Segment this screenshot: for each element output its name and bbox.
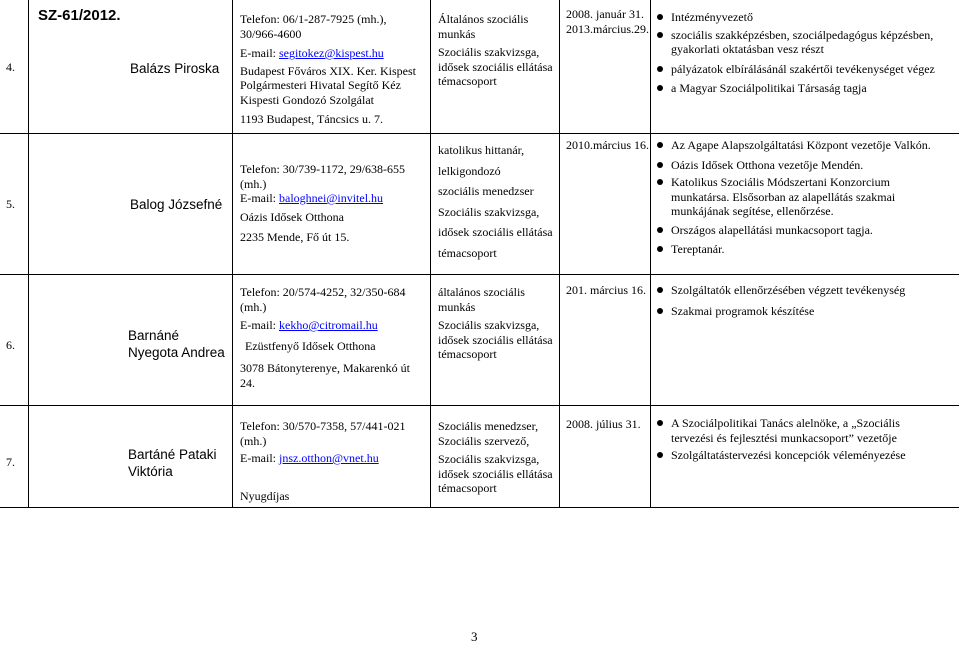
org-text: Ezüstfenyő Idősek Otthona	[245, 338, 376, 353]
person-name: Balog Józsefné	[130, 197, 223, 212]
contact-cell	[240, 419, 426, 503]
qualification-text: katolikus hittanár,	[438, 143, 525, 157]
person-name: Balázs Piroska	[130, 61, 220, 76]
bullet-icon	[657, 14, 663, 20]
list-item: Oázis Idősek Otthona vezetője Mendén.	[654, 158, 950, 173]
bullet-icon	[657, 32, 663, 38]
date-cell	[566, 283, 646, 298]
date-text: 2008. január 31.	[566, 7, 644, 21]
qualification-text: Szociális menedzser, Szociális szervező,	[438, 419, 539, 448]
bullet-icon	[657, 66, 663, 72]
phone-text: Telefon: 30/570-7358, 57/441-021 (mh.)	[240, 419, 406, 448]
row-number: 7.	[6, 455, 15, 469]
email-link[interactable]: jnsz.otthon@vnet.hu	[279, 451, 379, 465]
date-text: 2008. július 31.	[566, 417, 641, 431]
contact-cell	[240, 162, 426, 245]
page-number: 3	[471, 629, 478, 644]
qualification-text: általános szociális munkás	[438, 285, 525, 314]
qualification-cell	[438, 285, 558, 362]
list-item: A Szociálpolitikai Tanács alelnöke, a „Szociális tervezési és fejlesztési munkacsoport” vezetője	[654, 416, 944, 445]
list-item: Szakmai programok készítése	[654, 304, 950, 319]
bullet-icon	[657, 179, 663, 185]
row-number: 4.	[6, 60, 15, 74]
roles-list	[654, 10, 950, 96]
address-text: 3078 Bátonyterenye, Makarenkó út 24.	[240, 361, 410, 390]
qualification-cell	[438, 419, 558, 496]
phone-text: Telefon: 06/1-287-7925 (mh.), 30/966-4600	[240, 12, 387, 41]
person-name: Bartáné Pataki Viktória	[128, 447, 217, 479]
email-line: E-mail: jnsz.otthon@vnet.hu	[240, 451, 379, 465]
list-item: szociális szakképzésben, szociálpedagógus képzésben, gyakorlati oktatásban vesz részt	[654, 28, 950, 57]
qualification-text: lelkigondozó	[438, 163, 501, 178]
qualification-text: Szociális szakvizsga, idősek szociális ellátása témacsoport	[438, 452, 553, 495]
date-cell	[566, 7, 649, 36]
email-line: E-mail: baloghnei@invitel.hu	[240, 191, 384, 205]
list-item: Szolgáltatók ellenőrzésében végzett tevékenység	[654, 283, 950, 298]
list-item: Intézményvezető	[654, 10, 950, 25]
email-link[interactable]: baloghnei@invitel.hu	[279, 191, 384, 205]
roles-list	[654, 416, 944, 463]
address-text: 1193 Budapest, Táncsics u. 7.	[240, 112, 383, 126]
list-item: a Magyar Szociálpolitikai Társaság tagja	[654, 81, 950, 96]
list-item: pályázatok elbírálásánál szakértői tevékenységet végez	[654, 62, 950, 77]
list-item: Országos alapellátási munkacsoport tagja.	[654, 223, 950, 238]
qualification-text: Szociális szakvizsga,	[438, 204, 540, 219]
list-item: Tereptanár.	[654, 242, 950, 257]
bullet-icon	[657, 162, 663, 168]
qualification-text: témacsoport	[438, 245, 497, 260]
contact-cell	[240, 12, 426, 127]
email-line: E-mail: segitokez@kispest.hu	[240, 46, 384, 60]
qualification-text: idősek szociális ellátása	[438, 225, 553, 239]
email-link[interactable]: kekho@citromail.hu	[279, 318, 378, 332]
row-number: 6.	[6, 338, 15, 352]
address-text: Nyugdíjas	[240, 488, 290, 503]
qualification-text: Általános szociális munkás	[438, 12, 529, 41]
bullet-icon	[657, 246, 663, 252]
qualification-text: szociális menedzser	[438, 184, 534, 198]
date-text: 2010.március 16.	[566, 138, 649, 152]
org-text: Oázis Idősek Otthona	[240, 209, 344, 224]
bullet-icon	[657, 420, 663, 426]
roles-list	[654, 283, 950, 318]
email-line: E-mail: kekho@citromail.hu	[240, 318, 378, 332]
bullet-icon	[657, 287, 663, 293]
date-cell	[566, 138, 649, 153]
date-text: 2013.március.29.	[566, 21, 649, 36]
bullet-icon	[657, 452, 663, 458]
org-text: Budapest Főváros XIX. Ker. Kispest Polgármesteri Hivatal Segítő Kéz Kispesti Gondozó Szolgálat	[240, 63, 416, 107]
bullet-icon	[657, 227, 663, 233]
case-code: SZ-61/2012.	[38, 7, 121, 24]
qualification-text: Szociális szakvizsga, idősek szociális ellátása témacsoport	[438, 318, 553, 361]
list-item: Szolgáltatástervezési koncepciók véleményezése	[654, 448, 944, 463]
phone-text: Telefon: 30/739-1172, 29/638-655 (mh.)	[240, 162, 406, 191]
qualification-text: Szociális szakvizsga, idősek szociális ellátása témacsoport	[438, 45, 553, 88]
date-cell	[566, 417, 641, 432]
roles-list	[654, 138, 950, 257]
address-text: 2235 Mende, Fő út 15.	[240, 230, 350, 244]
person-name: Barnáné Nyegota Andrea	[128, 328, 225, 360]
bullet-icon	[657, 308, 663, 314]
contact-cell	[240, 285, 426, 390]
list-item: Az Agape Alapszolgáltatási Központ vezetője Valkón.	[654, 138, 950, 153]
bullet-icon	[657, 85, 663, 91]
list-item: Katolikus Szociális Módszertani Konzorcium munkatársa. Elsősorban az alapellátás szakmai munkájának segítése, ellenőrzése.	[654, 175, 950, 219]
row-number: 5.	[6, 197, 15, 211]
qualification-cell	[438, 12, 558, 89]
phone-text: Telefon: 20/574-4252, 32/350-684 (mh.)	[240, 285, 406, 314]
date-text: 201. március 16.	[566, 283, 646, 297]
email-link[interactable]: segitokez@kispest.hu	[279, 46, 384, 60]
bullet-icon	[657, 142, 663, 148]
qualification-cell	[438, 143, 558, 260]
